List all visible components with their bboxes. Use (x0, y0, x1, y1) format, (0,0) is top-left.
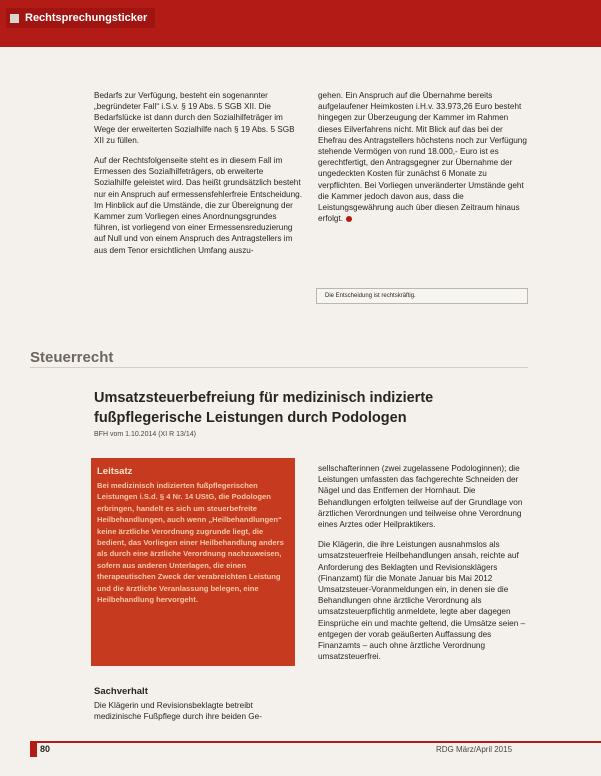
sachverhalt-text: Die Klägerin und Revisionsbeklagte betreibt medizinische Fußpflege durch ihre beiden Ge- (94, 701, 262, 722)
leitsatz-box (91, 458, 295, 666)
paragraph: Auf der Rechtsfolgenseite steht es in diesem Fall im Ermessen des Sozialhilfeträgers, ob erweiterte Sozialhilfe geleistet wird. Das heißt grundsätzlich besteht nur ein Anspruch auf ermessensfehlerfreie Entscheidung. Im Hinblick auf die Umstände, die zur Übereignung der Kammer zum Vorliegen eines Anordnungsgrundes führen, ist vorliegend von einer Ermessensreduzierung auf Null und von einem Anspruch des Antragstellers im aus dem Tenor ersichtlichen Umfang auszu- (94, 156, 302, 255)
section-divider (30, 367, 528, 368)
section-title: Steuerrecht (30, 349, 114, 366)
paragraph: Die Klägerin, die ihre Leistungen ausnahmslos als umsatzsteuerfreie Heilbehandlungen ansah, reichte auf Anforderung des Beklagten und Revisionsklägers (Finanzamt) für die Monate Januar bis Mai 2012 Umsatzsteuer-Voranmeldungen ein, in denen sie die Behandlungen ohne ärztliche Verordnung als umsatzsteuerpflichtig anmeldete, legte aber dagegen Einsprüche ein und machte geltend, die Umsätze seien – entgegen der vorab geäußerten Auffassung des Finanzamts – auch ohne ärztliche Verordnung umsatzsteuerfrei. (318, 540, 526, 662)
paragraph: Bedarfs zur Verfügung, besteht ein sogenannter „begründeter Fall“ i.S.v. § 19 Abs. 5 SGB XII. Die Bedarfslücke ist dann durch den Sozialhilfeträger im Wege der erweiterten Sozialhilfe nach § 19 Abs. 5 SGB XII zu füllen. (94, 91, 295, 145)
square-icon (10, 14, 19, 23)
article-title: Umsatzsteuerbefreiung für medizinisch indizierte fußpflegerische Leistungen durch Podologen (94, 390, 434, 426)
header-bar (0, 0, 601, 47)
paragraph: gehen. Ein Anspruch auf die Übernahme bereits aufgelaufener Heimkosten i.H.v. 33.973,26 Euro besteht hingegen zur Überzeugung der Kammer im Rahmen dieses Eilverfahrens nicht. Mit Blick auf das bei der Ehefrau des Antragstellers höchstens noch zur Verfügung stehende Vermögen von rund 18.000,- Euro ist es gerechtfertigt, den Antragsgegner zur Übernahme der ungedeckten Kosten für zunächst 6 Monate zu verpflichten. Bei Vorliegen unveränderter Umstände geht die Kammer jedoch davon aus, dass die Leistungsgewährung auch über diesen Zeitraum hinaus erfolgt. (318, 91, 527, 224)
page-number: 80 (40, 744, 51, 754)
paragraph: sellschafterinnen (zwei zugelassene Podologinnen); die Leistungen umfassten das fachgerechte Schneiden der Nägel und das Entfernen der Hornhaut. Die Behandlungen erfolgten teilweise auf der Grundlage von ärztlichen Verordnungen und teilweise ohne Verordnung eines Arztes oder Heilpraktikers. (318, 464, 523, 530)
leitsatz-heading: Leitsatz (97, 466, 133, 477)
end-mark-icon (346, 216, 352, 222)
section-tag-label: Rechtsprechungsticker (25, 12, 148, 24)
article-reference: BFH vom 1.10.2014 (XI R 13/14) (94, 431, 196, 438)
footer-divider (30, 741, 601, 743)
page-marker (30, 743, 37, 757)
upper-left-column (94, 90, 302, 265)
note-text: Die Entscheidung ist rechtskräftig. (325, 293, 416, 299)
section-tag (6, 8, 155, 28)
upper-right-column (318, 90, 528, 233)
leitsatz-text: Bei medizinisch indizierten fußpflegerischen Leistungen i.S.d. § 4 Nr. 14 UStG, die Podologen erbringen, handelt es sich um steuerbefreite Heilbehandlungen, auch wenn „Heilbehandlungen“ keine ärztliche Verordnung zugrunde liegt, die bedient, das Vorliegen einer Heilbehandlung anders als durch eine ärztliche Verordnung nachzuweisen, sofern aus anderen Unterlagen, die einen therapeutischen Zweck der verabreichten Leistung und die ärztliche Veranlassung belegen, eine Heilbehandlung hervorgeht. (97, 481, 284, 605)
lower-right-column (318, 463, 528, 671)
sachverhalt-heading: Sachverhalt (94, 686, 148, 697)
note-box (316, 288, 528, 304)
issue-label: RDG März/April 2015 (436, 745, 513, 754)
